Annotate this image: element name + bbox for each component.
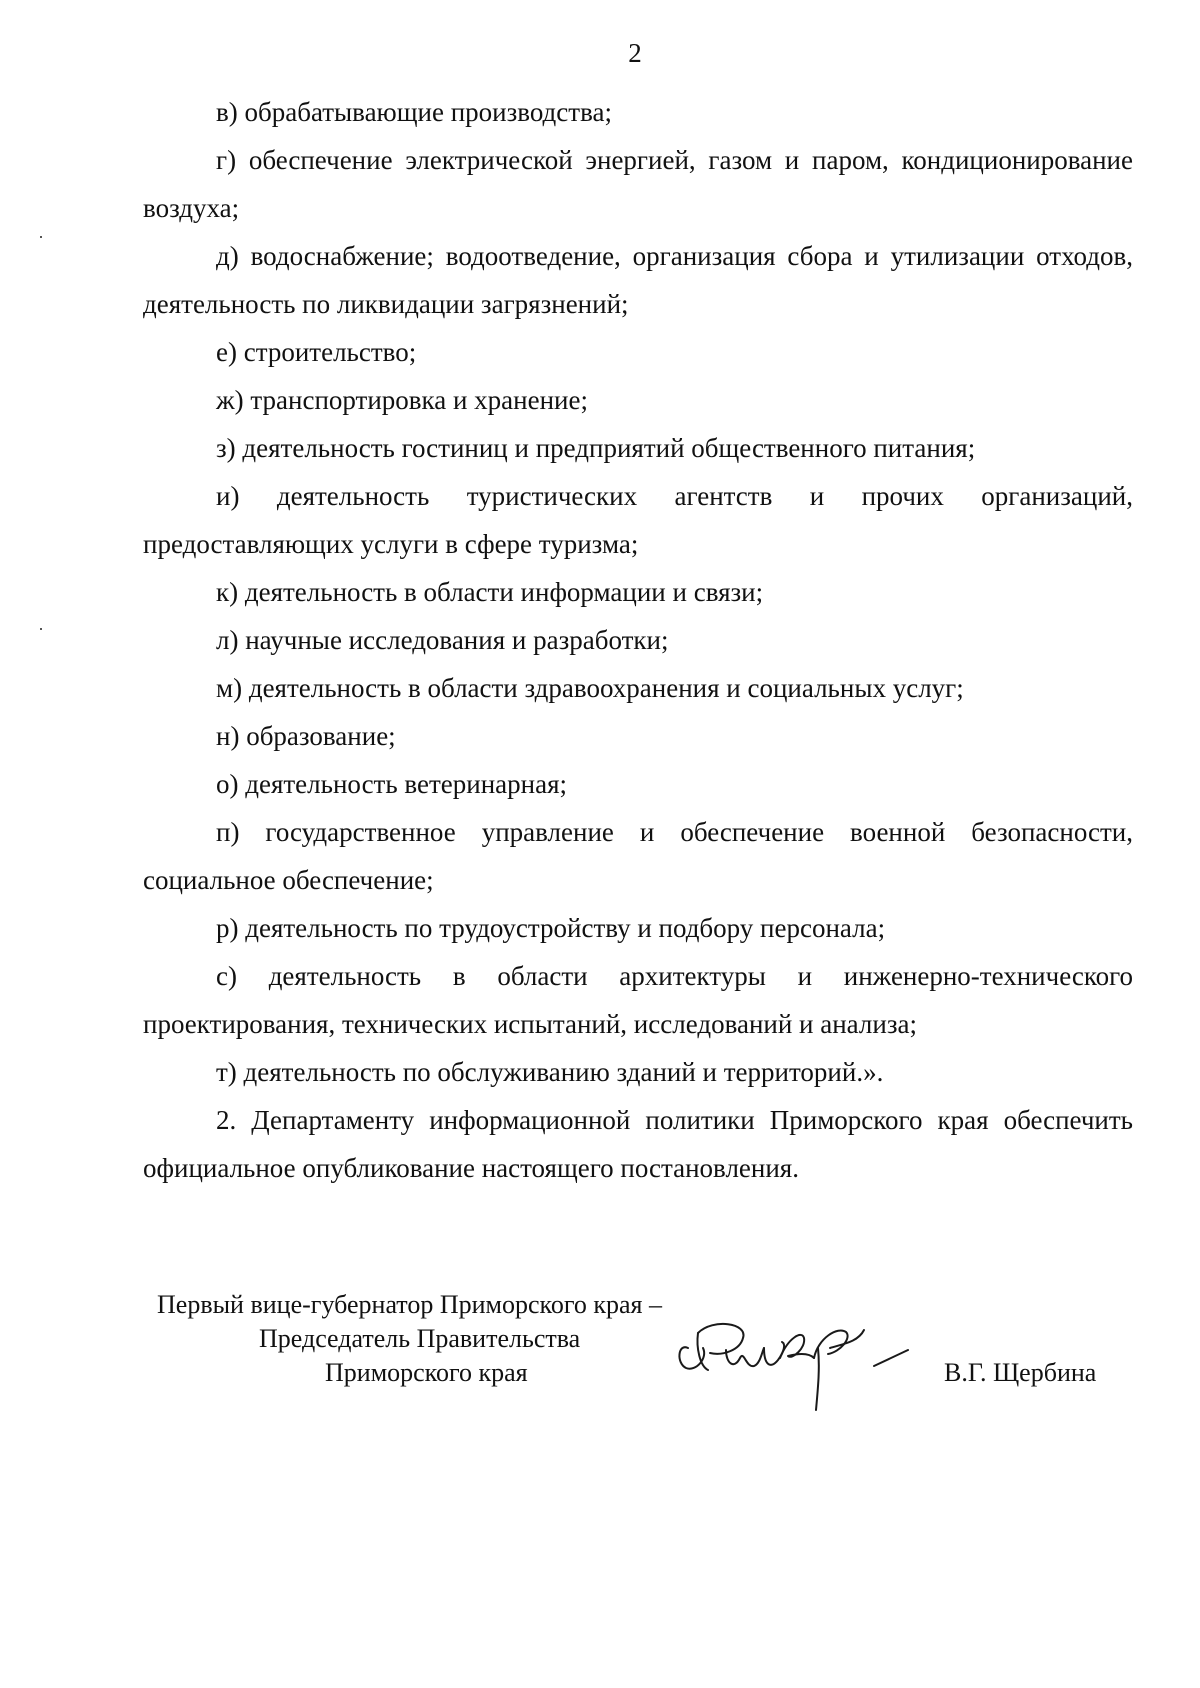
- list-item-d: д) водоснабжение; водоотведение, организация сбора и утилизации отходов, деятельность по ликвидации загрязнений;: [143, 241, 1133, 319]
- list-item-o: о) деятельность ветеринарная;: [216, 769, 568, 799]
- list-item-p: п) государственное управление и обеспечение военной безопасности, социальное обеспечение;: [143, 817, 1133, 895]
- list-item-v: в) обрабатывающие производства;: [216, 97, 612, 127]
- margin-mark: [40, 628, 42, 630]
- list-item-k: к) деятельность в области информации и связи;: [216, 577, 764, 607]
- signatory-position-line1: Первый вице-губернатор Приморского края –: [157, 1290, 662, 1319]
- page-number: 2: [628, 38, 642, 68]
- list-item-m: м) деятельность в области здравоохранения и социальных услуг;: [216, 673, 964, 703]
- signatory-position-line2: Председатель Правительства: [259, 1324, 581, 1353]
- list-item-r: р) деятельность по трудоустройству и подбору персонала;: [216, 913, 886, 943]
- handwritten-signature: [668, 1308, 928, 1418]
- document-body: [143, 88, 1133, 1192]
- signatory-position-line3: Приморского края: [325, 1358, 528, 1387]
- list-item-g: г) обеспечение электрической энергией, газом и паром, кондиционирование воздуха;: [143, 145, 1133, 223]
- list-item-e: е) строительство;: [216, 337, 417, 367]
- list-item-z: з) деятельность гостиниц и предприятий общественного питания;: [216, 433, 976, 463]
- list-item-t: т) деятельность по обслуживанию зданий и территорий.».: [216, 1057, 884, 1087]
- margin-mark: [40, 236, 42, 238]
- list-item-i: и) деятельность туристических агентств и прочих организаций, предоставляющих услуги в сфере туризма;: [143, 481, 1133, 559]
- list-item-l: л) научные исследования и разработки;: [216, 625, 669, 655]
- signatory-name: В.Г. Щербина: [944, 1358, 1097, 1387]
- list-item-zh: ж) транспортировка и хранение;: [216, 385, 588, 415]
- paragraph-2-publication: 2. Департаменту информационной политики Приморского края обеспечить официальное опубликование настоящего постановления.: [143, 1105, 1133, 1183]
- list-item-n: н) образование;: [216, 721, 396, 751]
- signature-block: [157, 1288, 1117, 1388]
- list-item-s: с) деятельность в области архитектуры и инженерно-технического проектирования, технических испытаний, исследований и анализа;: [143, 961, 1133, 1039]
